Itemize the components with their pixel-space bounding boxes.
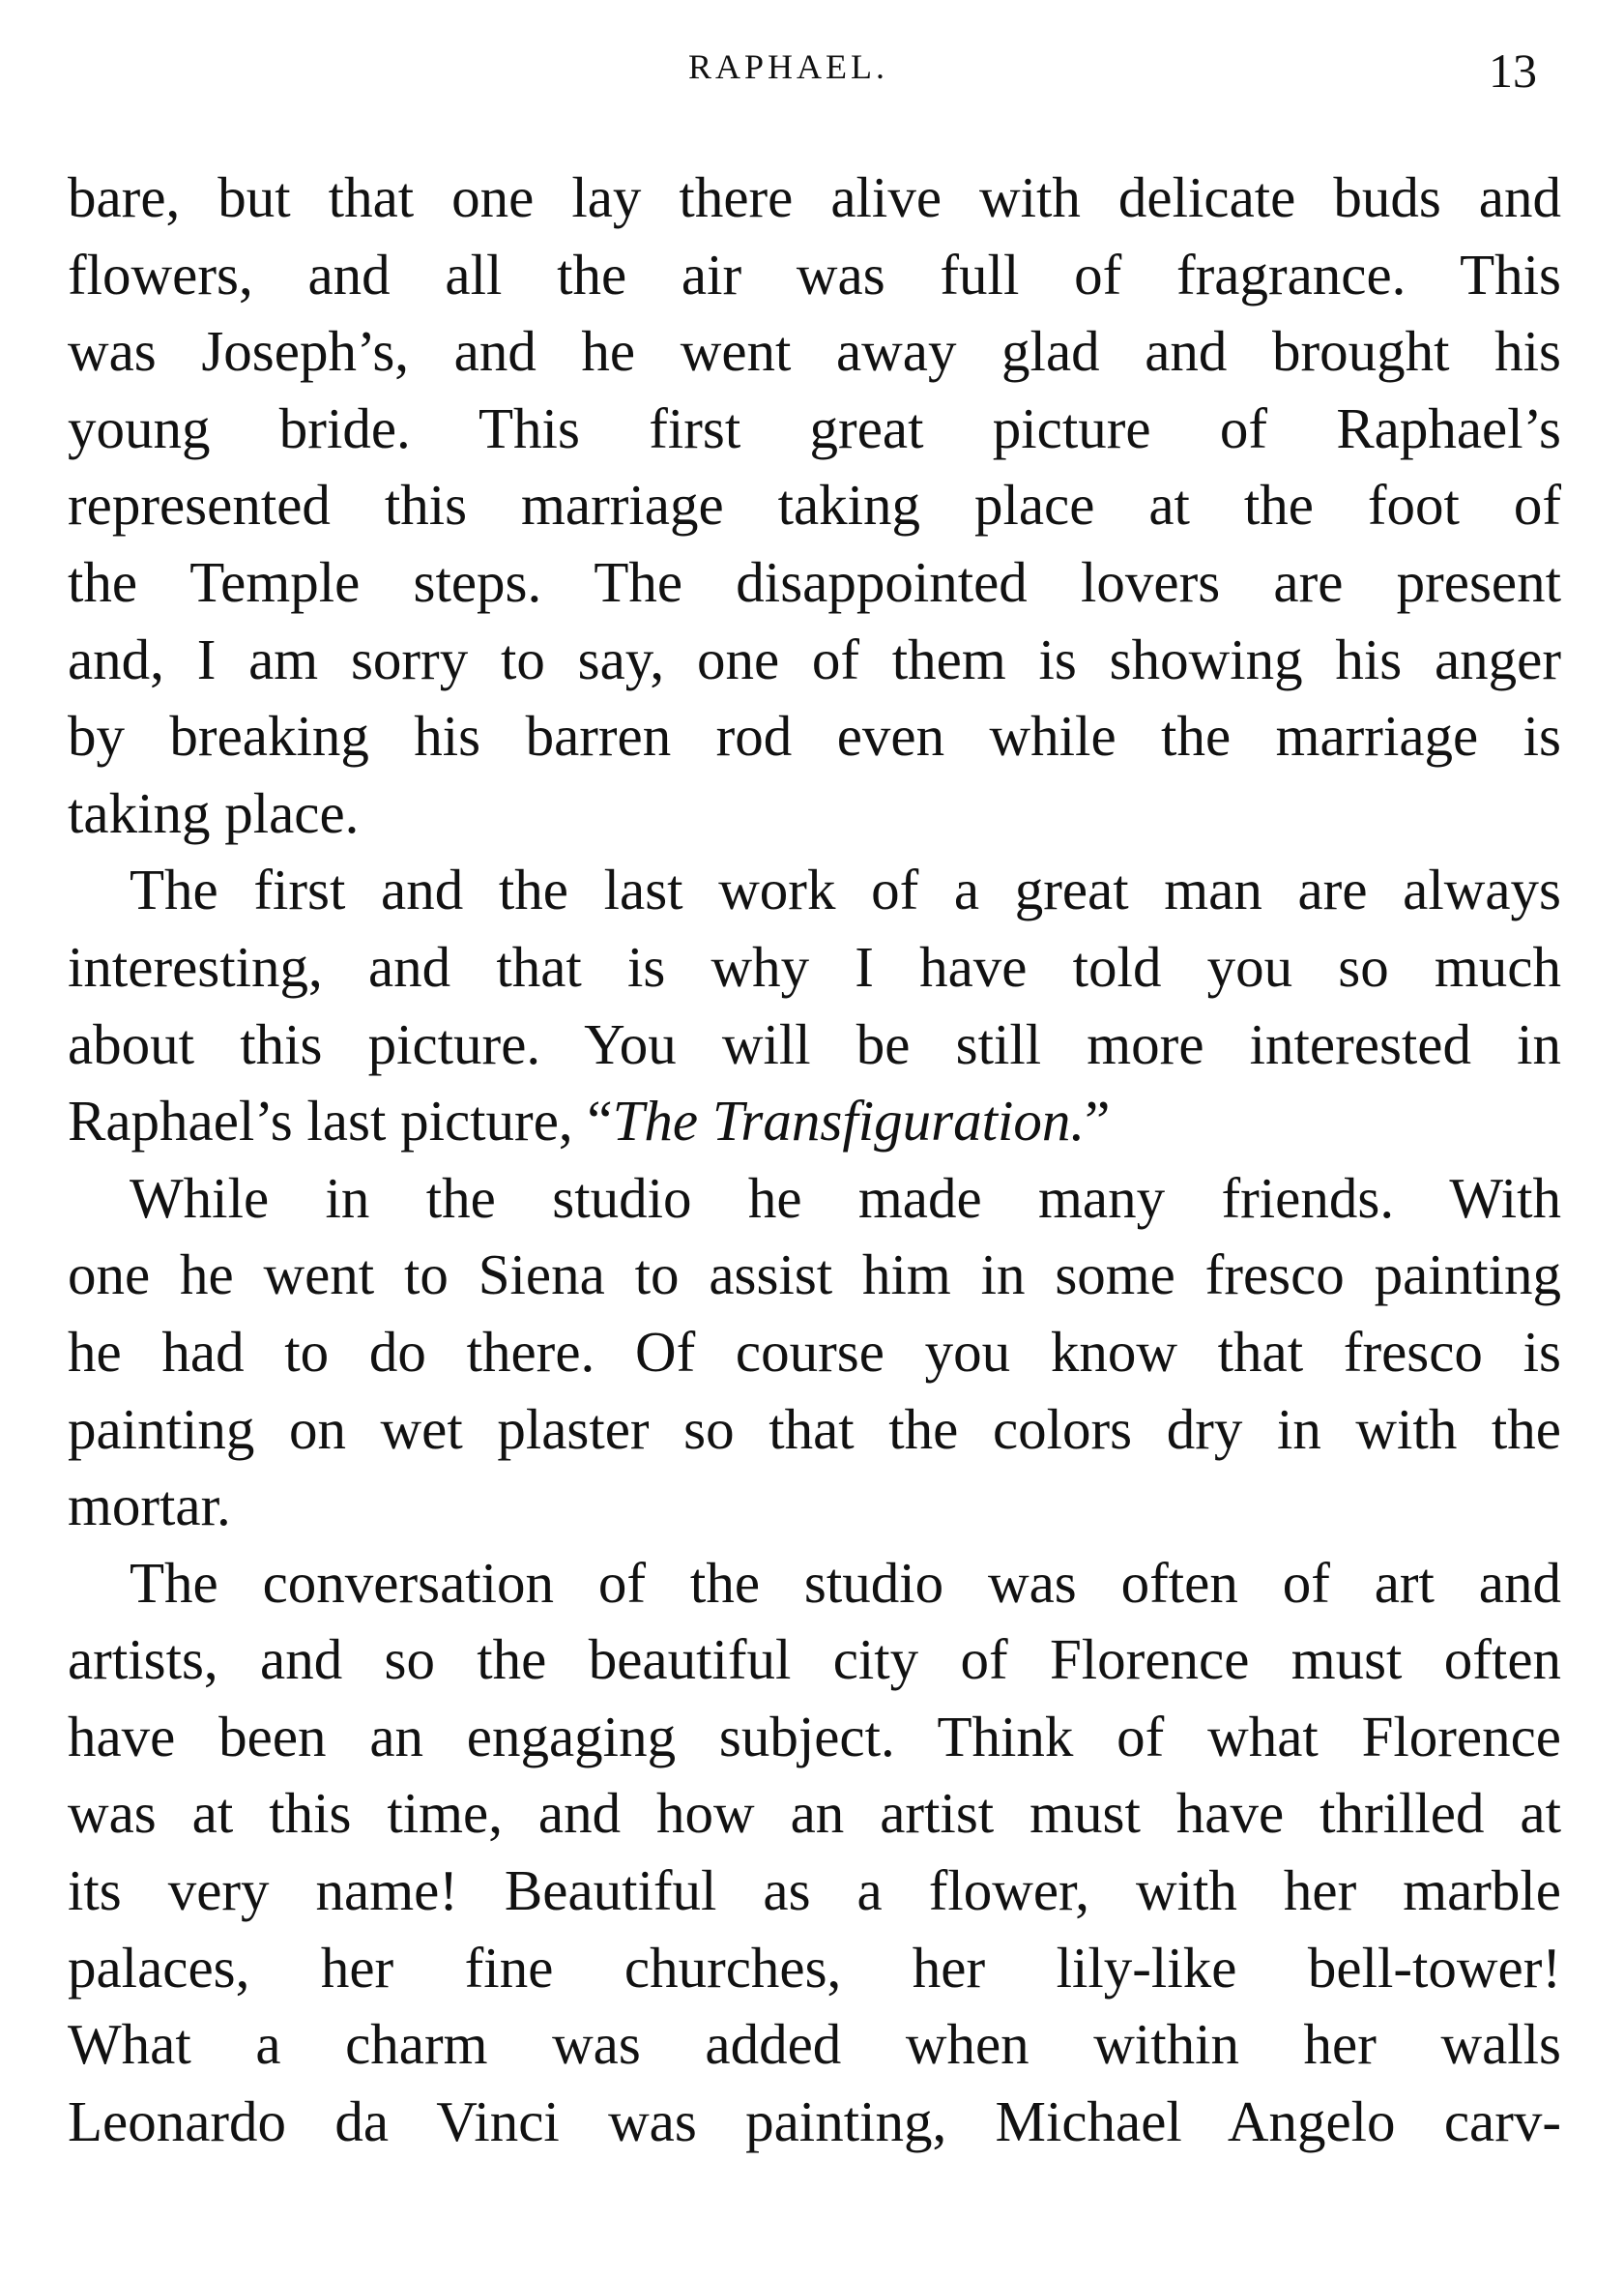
- running-title: RAPHAEL.: [688, 47, 889, 86]
- text-line: The conversation of the studio was often of art and: [130, 1550, 1561, 1615]
- text-line: painting on wet plaster so that the colors dry in with the: [68, 1396, 1561, 1461]
- text-line: palaces, her fine churches, her lily-like bell-tower!: [68, 1935, 1561, 2000]
- text-line: by breaking his barren rod even while the marriage is: [68, 704, 1561, 769]
- paragraph: [68, 1545, 1561, 2161]
- text-line: mortar.: [68, 1474, 231, 1538]
- paragraph: [68, 1160, 1561, 1545]
- text-line: and, I am sorry to say, one of them is showing his anger: [68, 627, 1561, 691]
- body-text: [68, 160, 1561, 2160]
- text-line: have been an engaging subject. Think of what Florence: [68, 1704, 1561, 1768]
- paragraph: [68, 852, 1561, 1159]
- text-line: What a charm was added when within her walls: [68, 2012, 1561, 2077]
- text-line: he had to do there. Of course you know that fresco is: [68, 1319, 1561, 1384]
- text-line: artists, and so the beautiful city of Florence must often: [68, 1627, 1561, 1692]
- text-line: interesting, and that is why I have told you so much: [68, 934, 1561, 999]
- text-line: was Joseph’s, and he went away glad and brought his: [68, 319, 1561, 384]
- text-run: Raphael’s last picture, “: [68, 1089, 613, 1154]
- page-number: 13: [1489, 44, 1537, 98]
- text-line: Leonardo da Vinci was painting, Michael Angelo carv-: [68, 2088, 1561, 2153]
- text-line: the Temple steps. The disappointed lovers are present: [68, 549, 1561, 614]
- running-head: [0, 43, 1624, 101]
- text-line: one he went to Siena to assist him in some fresco painting: [68, 1242, 1561, 1307]
- text-line: While in the studio he made many friends. With: [130, 1165, 1561, 1230]
- text-line: was at this time, and how an artist must have thrilled at: [68, 1781, 1561, 1846]
- text-line: The first and the last work of a great man are always: [130, 858, 1561, 922]
- text-line: bare, but that one lay there alive with delicate buds and: [68, 165, 1561, 229]
- text-line: young bride. This first great picture of Raphael’s: [68, 395, 1561, 460]
- text-run: ”: [1085, 1089, 1111, 1154]
- text-line: about this picture. You will be still more interested in: [68, 1011, 1561, 1076]
- text-line: [68, 1083, 1561, 1160]
- text-line: its very name! Beautiful as a flower, with her marble: [68, 1858, 1561, 1923]
- painting-title: The Transfiguration.: [612, 1089, 1086, 1154]
- paragraph: [68, 160, 1561, 852]
- text-line: represented this marriage taking place at the foot of: [68, 473, 1561, 538]
- text-line: taking place.: [68, 780, 360, 845]
- text-line: flowers, and all the air was full of fragrance. This: [68, 242, 1561, 307]
